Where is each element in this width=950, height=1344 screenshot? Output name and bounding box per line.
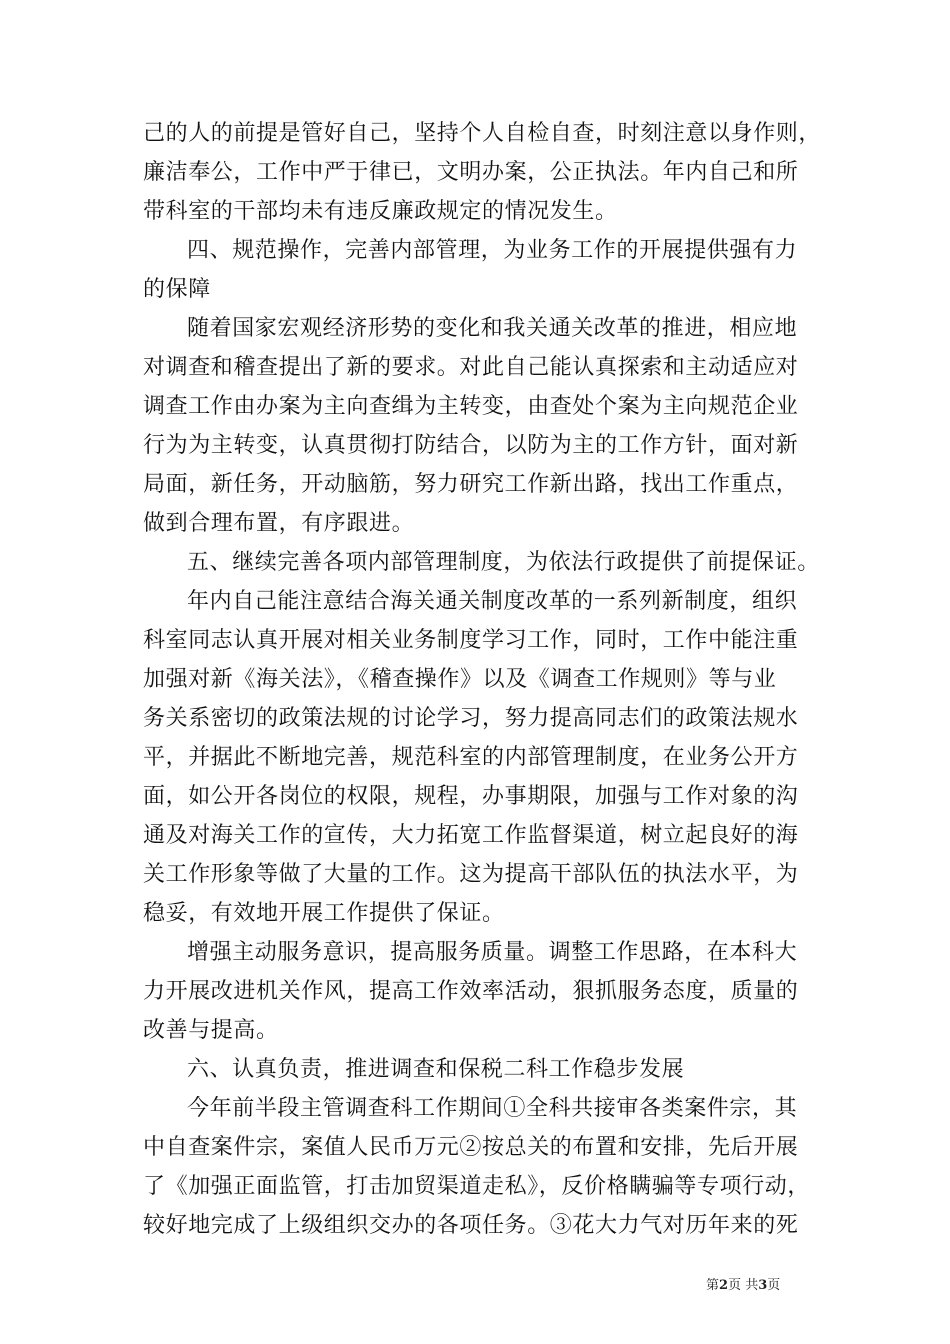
text-line: 面，如公开各岗位的权限，规程，办事期限，加强与工作对象的沟 <box>143 784 799 809</box>
section-heading-4: 四、规范操作，完善内部管理，为业务工作的开展提供强有力 <box>187 238 798 263</box>
text-line: 关工作形象等做了大量的工作。这为提高干部队伍的执法水平，为 <box>143 862 799 887</box>
text-line: 带科室的干部均未有违反廉政规定的情况发生。 <box>143 199 618 224</box>
text-line: 随着国家宏观经济形势的变化和我关通关改革的推进，相应地 <box>187 316 798 341</box>
text-line: 廉洁奉公，工作中严于律已，文明办案，公正执法。年内自己和所 <box>143 160 799 185</box>
text-line: 增强主动服务意识，提高服务质量。调整工作思路，在本科大 <box>187 940 798 965</box>
text-line: 的保障 <box>143 277 211 302</box>
text-line: 局面，新任务，开动脑筋，努力研究工作新出路，找出工作重点， <box>143 472 799 497</box>
text-line: 做到合理布置，有序跟进。 <box>143 511 415 536</box>
text-line: 平，并据此不断地完善，规范科室的内部管理制度，在业务公开方 <box>143 745 799 770</box>
text-line: 对调查和稽查提出了新的要求。对此自己能认真探索和主动适应对 <box>143 355 799 380</box>
text-line: 科室同志认真开展对相关业务制度学习工作，同时，工作中能注重 <box>143 628 799 653</box>
footer-suffix: 页 <box>767 1278 781 1293</box>
text-line: 中自查案件宗，案值人民币万元②按总关的布置和安排，先后开展 <box>143 1135 799 1160</box>
text-line: 调查工作由办案为主向查缉为主转变，由查处个案为主向规范企业 <box>143 394 799 419</box>
footer-middle: 页 共 <box>728 1278 759 1293</box>
section-heading-6: 六、认真负责，推进调查和保税二科工作稳步发展 <box>187 1057 685 1082</box>
total-pages-number: 3 <box>758 1278 768 1293</box>
footer-prefix: 第 <box>706 1278 720 1293</box>
text-line: 务关系密切的政策法规的讨论学习，努力提高同志们的政策法规水 <box>143 706 799 731</box>
text-line: 通及对海关工作的宣传，大力拓宽工作监督渠道，树立起良好的海 <box>143 823 799 848</box>
text-line: 了《加强正面监管，打击加贸渠道走私》，反价格瞒骗等专项行动， <box>143 1174 811 1199</box>
text-line: 加强对新《海关法》，《稽查操作》以及《调查工作规则》等与业 <box>143 667 777 692</box>
text-line: 行为为主转变，认真贯彻打防结合，以防为主的工作方针，面对新 <box>143 433 799 458</box>
text-line: 今年前半段主管调查科工作期间①全科共接审各类案件宗，其 <box>187 1096 798 1121</box>
page-number-footer <box>706 1277 780 1295</box>
current-page-number: 2 <box>719 1278 729 1293</box>
text-line: 年内自己能注意结合海关通关制度改革的一系列新制度，组织 <box>187 589 798 614</box>
section-heading-5: 五、继续完善各项内部管理制度，为依法行政提供了前提保证。 <box>187 550 820 575</box>
text-line: 较好地完成了上级组织交办的各项任务。③花大力气对历年来的死 <box>143 1213 799 1238</box>
text-line: 力开展改进机关作风，提高工作效率活动，狠抓服务态度，质量的 <box>143 979 799 1004</box>
text-line: 稳妥，有效地开展工作提供了保证。 <box>143 901 505 926</box>
text-line: 己的人的前提是管好自己，坚持个人自检自查，时刻注意以身作则， <box>143 121 822 146</box>
text-line: 改善与提高。 <box>143 1018 279 1043</box>
